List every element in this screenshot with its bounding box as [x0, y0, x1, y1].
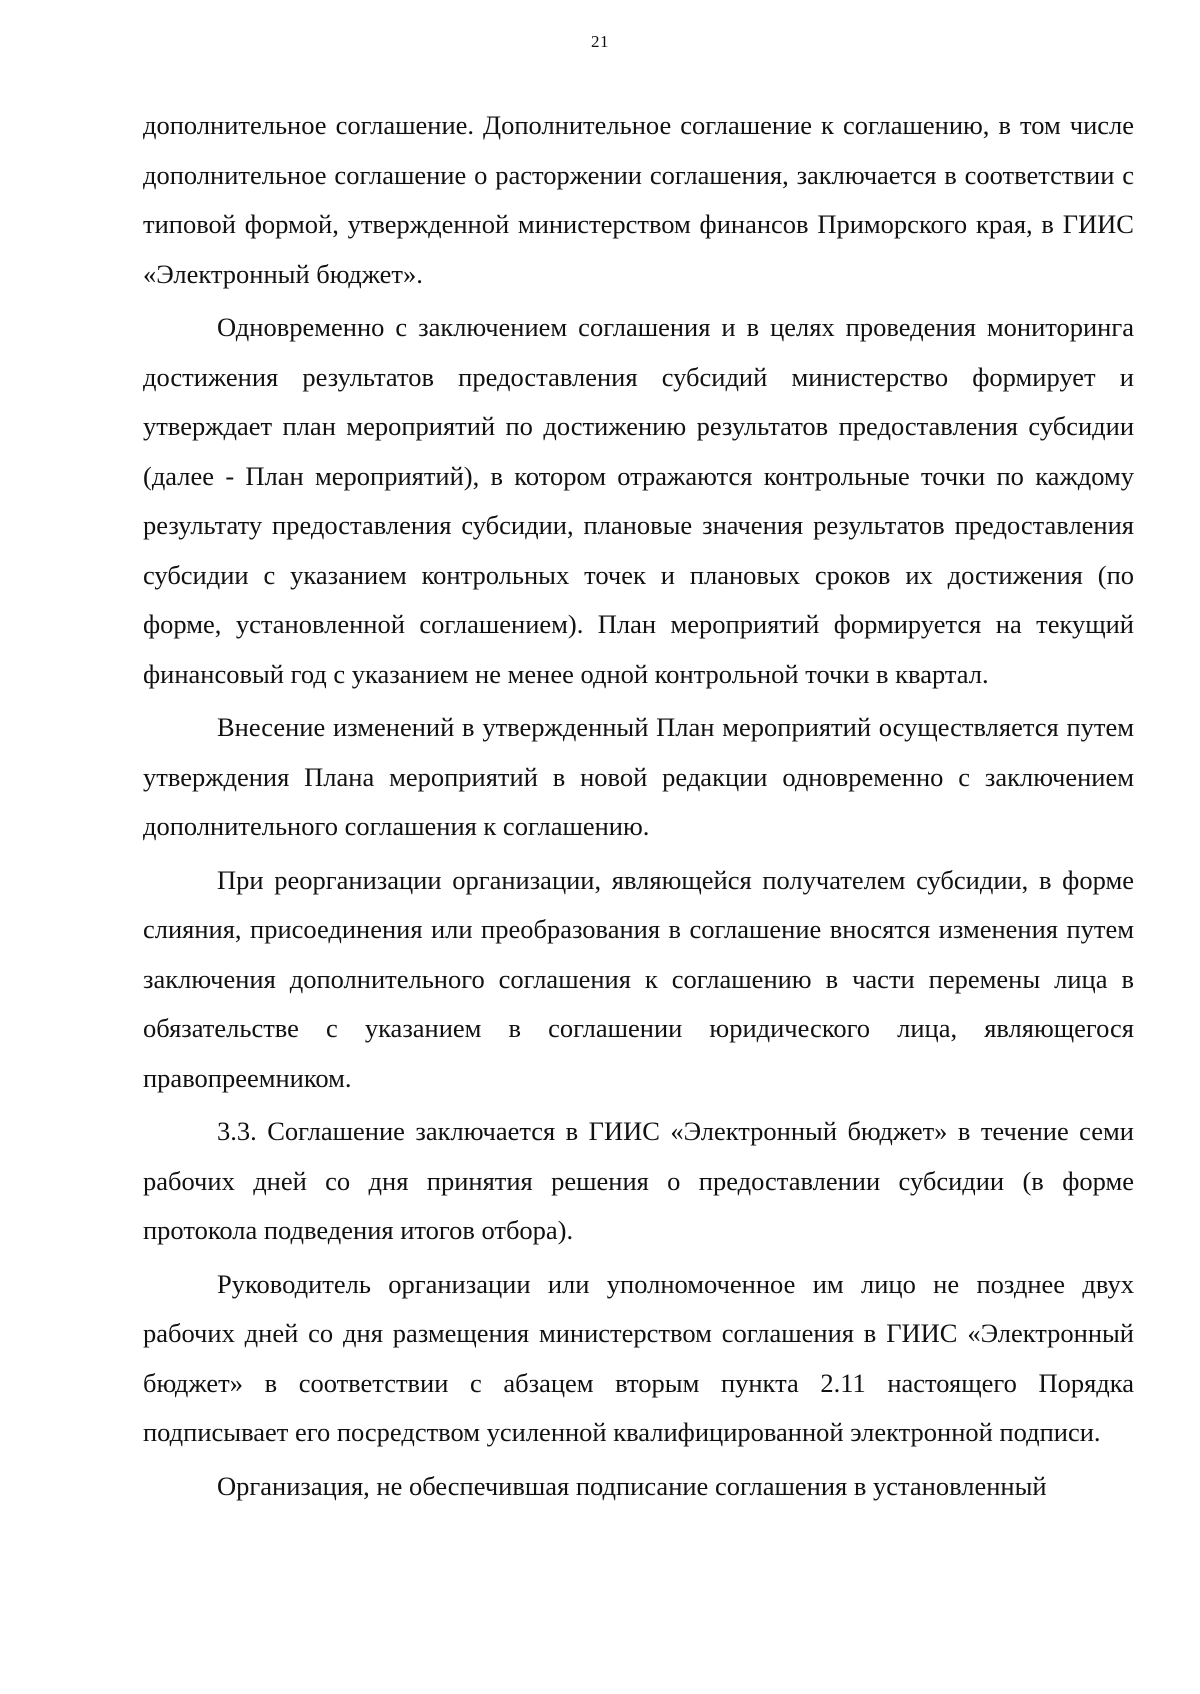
paragraph-monitoring-plan: Одновременно с заключением соглашения и в целях проведения мониторинга достижения результатов предоставления субсидий министерство формирует и утверждает план мероприятий по достижению результатов предоставления субсидии (далее - План мероприятий), в котором отражаются контрольные точки по каждому результату предоставления субсидии, плановые значения результатов предоставления субсидии с указанием контрольных точек и плановых сроков их достижения (по форме, установленной соглашением). План мероприятий формируется на текущий финансовый год с указанием не менее одной контрольной точки в квартал.: [143, 312, 1134, 689]
paragraph-continuation: дополнительное соглашение. Дополнительное соглашение к соглашению, в том числе дополнительное соглашение о расторжении соглашения, заключается в соответствии с типовой формой, утвержденной министерством финансов Приморского края, в ГИИС «Электронный бюджет».: [143, 110, 1134, 289]
page-number: 21: [591, 32, 609, 51]
paragraph-reorganization: При реорганизации организации, являющейся получателем субсидии, в форме слияния, присоединения или преобразования в соглашение вносятся изменения путем заключения дополнительного соглашения к соглашению в части перемены лица в обязательстве с указанием в соглашении юридического лица, являющегося правопреемником.: [143, 864, 1134, 1093]
paragraph-plan-changes: Внесение изменений в утвержденный План мероприятий осуществляется путем утверждения Плана мероприятий в новой редакции одновременно с заключением дополнительного соглашения к соглашению.: [143, 712, 1134, 841]
document-body: [143, 101, 1134, 1511]
paragraph-signing: Руководитель организации или уполномоченное им лицо не позднее двух рабочих дней со дня размещения министерством соглашения в ГИИС «Электронный бюджет» в соответствии с абзацем вторым пункта 2.11 настоящего Порядка подписывает его посредством усиленной квалифицированной электронной подписи.: [143, 1268, 1134, 1447]
paragraph-clause-3-3: 3.3. Соглашение заключается в ГИИС «Электронный бюджет» в течение семи рабочих дней со дня принятия решения о предоставлении субсидии (в форме протокола подведения итогов отбора).: [143, 1116, 1134, 1245]
paragraph-unsigned-organization: Организация, не обеспечившая подписание соглашения в установленный: [217, 1470, 1047, 1501]
